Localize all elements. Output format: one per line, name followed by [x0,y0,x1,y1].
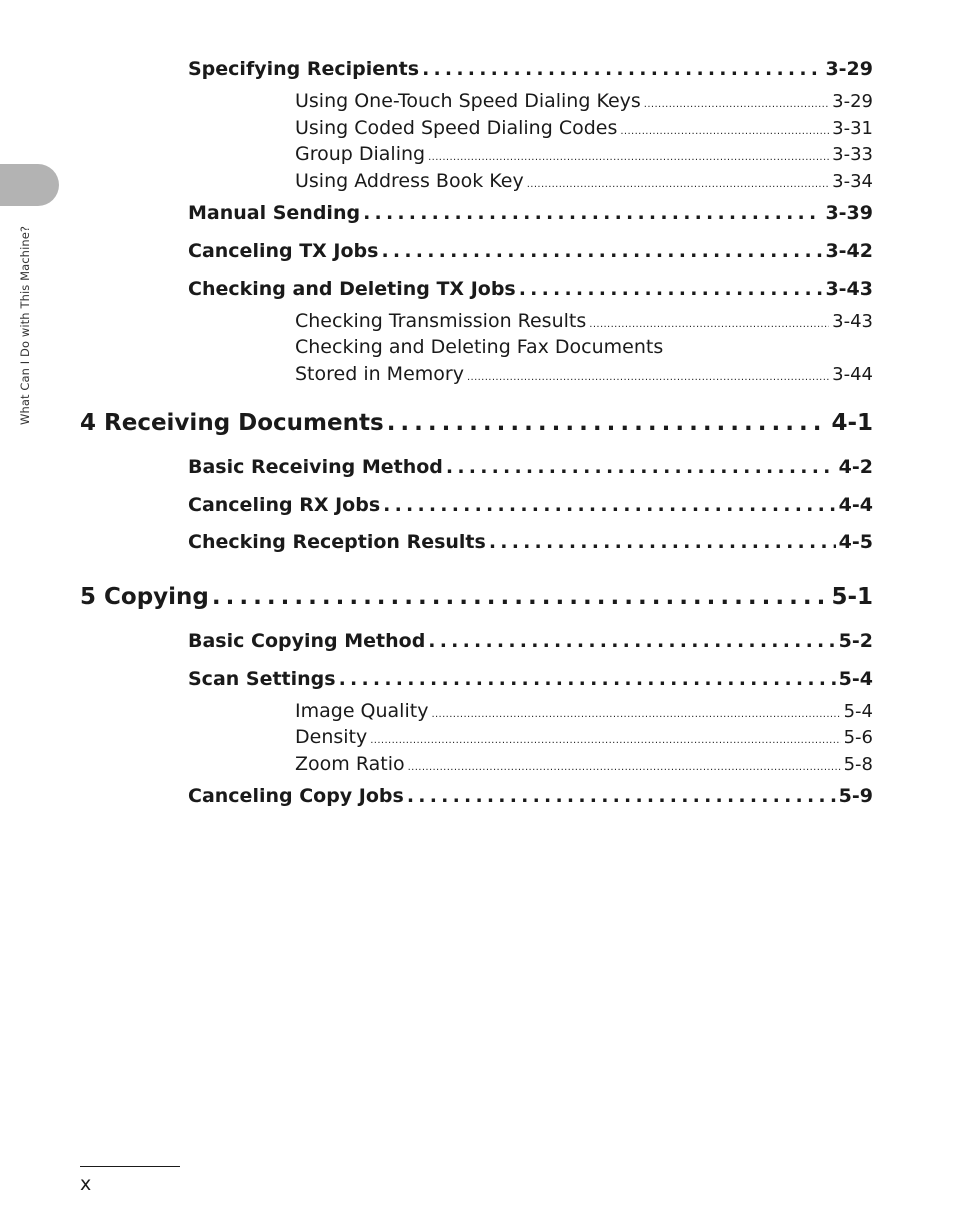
toc-entry-manual-sending[interactable] [188,202,873,224]
toc-entry-basic-receiving[interactable] [188,456,873,478]
toc-leader-dots [519,278,823,300]
footer-rule [80,1166,180,1167]
toc-chapter-receiving-documents[interactable] [80,410,873,436]
toc-entry-page: 3-39 [825,202,873,224]
toc-entry-title: Specifying Recipients [188,58,420,80]
toc-entry-basic-copying[interactable] [188,630,873,652]
toc-entry-title: Group Dialing [295,143,426,165]
toc-entry-title: Using One-Touch Speed Dialing Keys [295,90,641,112]
toc-entry-title: Canceling RX Jobs [188,494,381,516]
toc-leader-dots [428,152,829,163]
toc-entry-stored-memory[interactable] [295,363,873,385]
toc-entry-title: Image Quality [295,700,429,722]
toc-leader-dots [489,531,836,553]
toc-entry-page: 5-6 [843,727,873,748]
toc-entry-checking-fax-title-line1[interactable]: Checking and Deleting Fax Documents [295,336,664,358]
toc-entry-title: Zoom Ratio [295,753,405,775]
toc-chapter-title: 5 Copying [80,584,209,610]
toc-entry-checking-deleting-tx[interactable] [188,278,873,300]
toc-entry-canceling-rx[interactable] [188,494,873,516]
toc-leader-dots [408,762,841,773]
toc-chapter-title: 4 Receiving Documents [80,410,384,436]
toc-entry-title: Checking Transmission Results [295,310,587,332]
toc-leader-dots [644,99,829,110]
toc-leader-dots [387,410,829,436]
toc-leader-dots [383,494,836,516]
toc-entry-checking-reception[interactable] [188,531,873,553]
toc-entry-title: Manual Sending [188,202,361,224]
toc-entry-page: 3-33 [832,144,873,165]
toc-entry-page: 3-43 [832,311,873,332]
toc-leader-dots [363,202,822,224]
toc-entry-page: 4-4 [838,494,873,516]
toc-entry-page: 3-43 [825,278,873,300]
toc-entry-image-quality[interactable] [295,700,873,722]
page-number: x [80,1173,92,1195]
toc-chapter-page: 5-1 [831,584,873,610]
toc-leader-dots [428,630,835,652]
toc-entry-one-touch[interactable] [295,90,873,112]
toc-entry-page: 5-4 [838,668,873,690]
toc-entry-title: Basic Receiving Method [188,456,443,478]
toc-entry-zoom-ratio[interactable] [295,753,873,775]
toc-leader-dots [407,785,836,807]
toc-chapter-copying[interactable] [80,584,873,610]
toc-entry-page: 3-42 [825,240,873,262]
toc-entry-title: Canceling Copy Jobs [188,785,404,807]
toc-entry-title: Using Address Book Key [295,170,524,192]
toc-entry-coded-speed[interactable] [295,117,873,139]
toc-entry-density[interactable] [295,726,873,748]
toc-entry-page: 5-4 [843,701,873,722]
toc-entry-title: Checking and Deleting TX Jobs [188,278,516,300]
toc-entry-page: 4-2 [838,456,873,478]
toc-leader-dots [212,584,829,610]
toc-entry-page: 3-29 [832,91,873,112]
toc-entry-page: 3-34 [832,171,873,192]
toc-leader-dots [589,319,829,330]
toc-entry-group-dialing[interactable] [295,143,873,165]
toc-leader-dots [446,456,836,478]
toc-entry-title: Stored in Memory [295,363,464,385]
toc-entry-page: 5-9 [838,785,873,807]
toc-entry-scan-settings[interactable] [188,668,873,690]
chapter-side-tab [0,164,59,206]
toc-entry-title: Basic Copying Method [188,630,426,652]
toc-leader-dots [527,179,829,190]
toc-entry-title: Scan Settings [188,668,336,690]
toc-leader-dots [370,735,840,746]
toc-entry-checking-transmission[interactable] [295,310,873,332]
toc-leader-dots [467,372,829,383]
toc-entry-canceling-copy[interactable] [188,785,873,807]
toc-leader-dots [381,240,822,262]
toc-leader-dots [620,126,829,137]
toc-entry-address-book[interactable] [295,170,873,192]
toc-entry-title: Using Coded Speed Dialing Codes [295,117,618,139]
toc-entry-page: 5-8 [843,754,873,775]
toc-entry-page: 3-31 [832,118,873,139]
toc-entry-title: Density [295,726,368,748]
toc-entry-title: Checking Reception Results [188,531,486,553]
toc-entry-page: 3-29 [825,58,873,80]
toc-entry-title: Canceling TX Jobs [188,240,379,262]
side-chapter-label: What Can I Do with This Machine? [18,225,32,425]
toc-entry-specifying-recipients[interactable] [188,58,873,80]
toc-leader-dots [339,668,836,690]
toc-entry-canceling-tx[interactable] [188,240,873,262]
toc-entry-page: 4-5 [838,531,873,553]
toc-leader-dots [422,58,822,80]
toc-entry-page: 5-2 [838,630,873,652]
toc-leader-dots [431,709,840,720]
toc-entry-page: 3-44 [832,364,873,385]
toc-chapter-page: 4-1 [831,410,873,436]
